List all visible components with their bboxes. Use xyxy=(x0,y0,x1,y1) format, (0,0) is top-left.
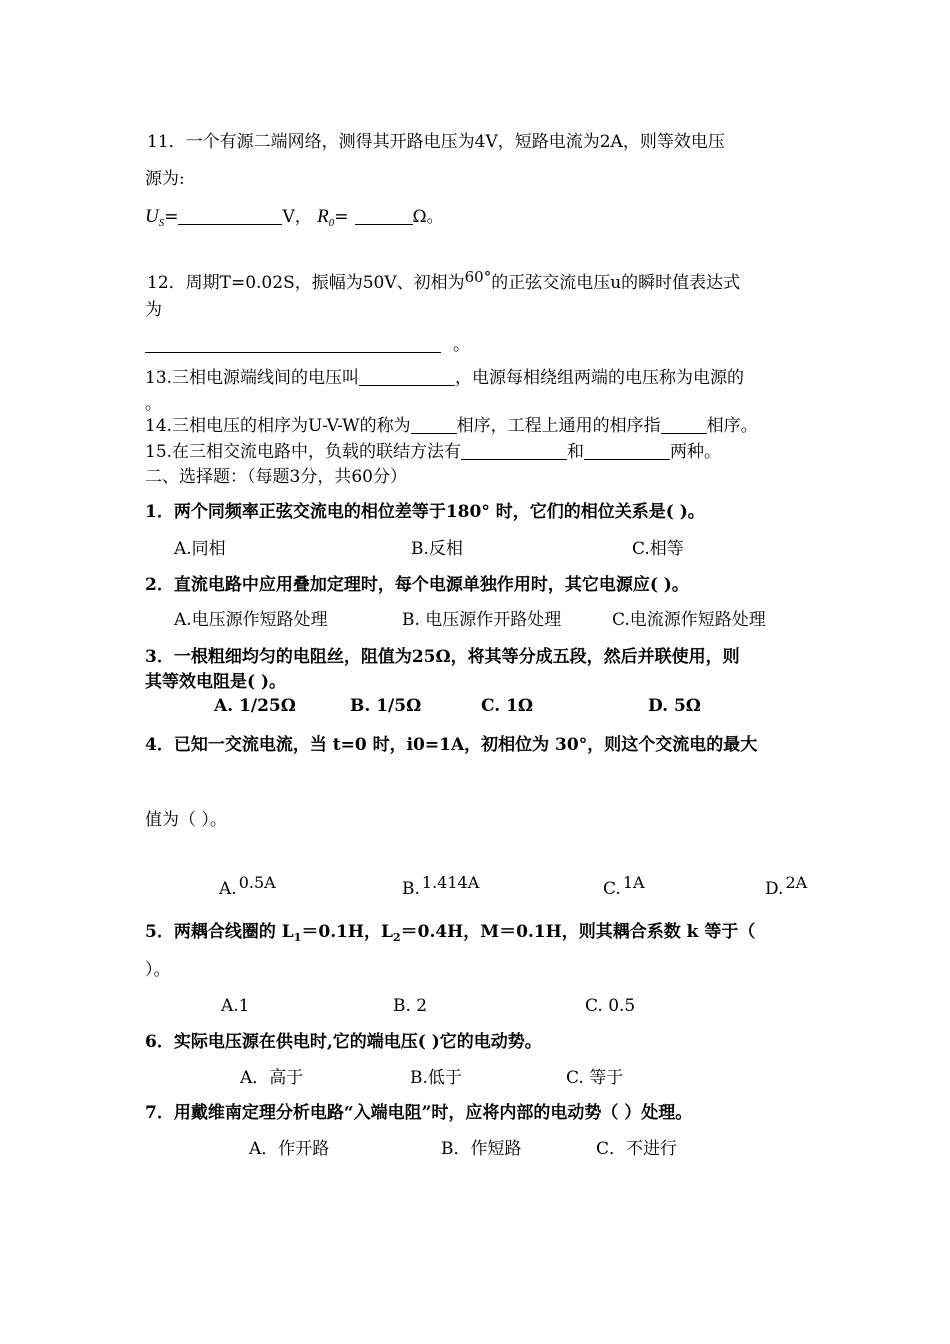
question-13-text-a: 13.三相电源端线间的电压叫 xyxy=(145,368,360,388)
question-12-line1 xyxy=(147,265,740,295)
question-14 xyxy=(145,414,758,438)
q5-sub-2: 2 xyxy=(392,931,401,944)
voltage-symbol: U xyxy=(145,206,159,227)
q2-option-a[interactable]: A.电压源作短路处理 xyxy=(174,610,328,630)
angle-value: 60° xyxy=(464,268,492,286)
q5-text-b: ＝0.1H，L xyxy=(301,922,393,942)
q4-option-b-letter: B. xyxy=(402,879,420,899)
expression-blank[interactable] xyxy=(145,334,441,353)
q5-option-a[interactable]: A.1 xyxy=(221,996,250,1016)
voltage-subscript: S xyxy=(158,217,165,229)
sequence-blank-2[interactable] xyxy=(661,415,707,434)
q4-option-a-value: 0.5A xyxy=(238,873,276,892)
q5-text-a: 5．两耦合线圈的 L xyxy=(145,922,294,942)
q5-text-c: ＝0.4H，M＝0.1H，则其耦合系数 k 等于（ xyxy=(400,922,756,942)
question-15-text-a: 15.在三相交流电路中，负载的联结方法有 xyxy=(145,442,462,462)
q4-option-c-letter: C. xyxy=(603,879,621,899)
q1-option-b[interactable]: B.反相 xyxy=(411,539,463,559)
q4-option-d-value: 2A xyxy=(785,873,808,892)
section-heading: 二、选择题：（每题3分，共60分） xyxy=(145,467,407,487)
resistance-subscript: 0 xyxy=(328,217,335,229)
choice-question-5-line2: ）。 xyxy=(145,960,171,980)
question-11-line1: 11．一个有源二端网络，测得其开路电压为4V，短路电流为2A，则等效电压 xyxy=(147,132,725,152)
connection-blank-1[interactable] xyxy=(461,441,567,460)
q4-option-d[interactable] xyxy=(765,871,807,901)
q5-option-b[interactable]: B. 2 xyxy=(393,996,428,1016)
choice-question-4-line2: 值为（ ）。 xyxy=(145,810,227,830)
q4-option-b[interactable] xyxy=(402,871,479,901)
choice-question-3-line1: 3．一根粗细均匀的电阻丝，阻值为25Ω，将其等分成五段，然后并联使用，则 xyxy=(145,647,740,667)
q4-option-c-value: 1A xyxy=(622,873,645,892)
choice-question-1: 1．两个同频率正弦交流电的相位差等于180° 时，它们的相位关系是( )。 xyxy=(145,502,705,522)
connection-blank-2[interactable] xyxy=(584,441,670,460)
choice-question-5-line1 xyxy=(145,920,755,950)
question-12-text-a: 12．周期T=0.02S，振幅为50V、初相为 xyxy=(147,273,465,293)
r0-blank[interactable] xyxy=(355,206,413,225)
q3-option-c[interactable]: C. 1Ω xyxy=(481,696,534,716)
question-11-answer-line xyxy=(145,205,444,235)
q7-option-c[interactable]: C．不进行 xyxy=(596,1139,678,1159)
equals-sign-2: = xyxy=(334,207,349,227)
q6-option-c[interactable]: C. 等于 xyxy=(566,1068,624,1088)
q2-option-c[interactable]: C.电流源作短路处理 xyxy=(612,610,766,630)
question-12-line2: 为 xyxy=(145,300,162,320)
question-13-line2: 。 xyxy=(145,394,162,414)
volt-unit: V， xyxy=(282,207,312,227)
question-12-answer-line xyxy=(145,333,470,357)
question-13-text-b: ，电源每相绕组两端的电压称为电源的 xyxy=(455,368,745,388)
question-12-text-b: 的正弦交流电压u的瞬时值表达式 xyxy=(491,273,741,293)
question-15-text-b: 和 xyxy=(567,442,585,462)
q4-option-a[interactable] xyxy=(219,871,276,901)
period-mark: 。 xyxy=(453,335,470,355)
q4-option-a-letter: A. xyxy=(219,879,237,899)
us-blank[interactable] xyxy=(178,206,282,225)
line-voltage-blank[interactable] xyxy=(359,367,455,386)
choice-question-4-line1: 4．已知一交流电流，当 t=0 时，i0=1A，初相位为 30°，则这个交流电的最大 xyxy=(145,735,758,755)
choice-question-7: 7．用戴维南定理分析电路“入端电阻”时，应将内部的电动势（ ）处理。 xyxy=(145,1103,693,1123)
q5-sub-1: 1 xyxy=(293,931,302,944)
question-11-line2: 源为: xyxy=(145,169,185,189)
q1-option-a[interactable]: A.同相 xyxy=(174,539,226,559)
q6-option-a[interactable]: A．高于 xyxy=(240,1068,304,1088)
q2-option-b[interactable]: B. 电压源作开路处理 xyxy=(402,610,562,630)
question-14-text-a: 14.三相电压的相序为U-V-W的称为 xyxy=(145,416,411,436)
q3-option-d[interactable]: D. 5Ω xyxy=(648,696,701,716)
choice-question-2: 2．直流电路中应用叠加定理时，每个电源单独作用时，其它电源应( )。 xyxy=(145,575,689,595)
q1-option-c[interactable]: C.相等 xyxy=(632,539,684,559)
resistance-symbol: R xyxy=(317,206,329,227)
question-13-line1 xyxy=(145,366,744,390)
q7-option-b[interactable]: B．作短路 xyxy=(441,1139,522,1159)
question-14-text-c: 相序。 xyxy=(706,416,758,436)
q3-option-a[interactable]: A. 1/25Ω xyxy=(214,696,296,716)
choice-question-3-line2: 其等效电阻是( )。 xyxy=(145,672,287,692)
q7-option-a[interactable]: A．作开路 xyxy=(249,1139,330,1159)
sequence-blank-1[interactable] xyxy=(411,415,457,434)
q4-option-d-letter: D. xyxy=(765,879,784,899)
ohm-unit: Ω。 xyxy=(412,207,444,227)
question-14-text-b: 相序，工程上通用的相序指 xyxy=(456,416,661,436)
question-15 xyxy=(145,440,721,464)
equals-sign: = xyxy=(164,207,179,227)
q5-option-c[interactable]: C. 0.5 xyxy=(585,996,636,1016)
choice-question-6: 6．实际电压源在供电时,它的端电压( )它的电动势。 xyxy=(145,1032,542,1052)
q3-option-b[interactable]: B. 1/5Ω xyxy=(350,696,422,716)
q6-option-b[interactable]: B.低于 xyxy=(410,1068,462,1088)
question-15-text-c: 两种。 xyxy=(670,442,722,462)
q4-option-b-value: 1.414A xyxy=(421,873,480,892)
q4-option-c[interactable] xyxy=(603,871,645,901)
